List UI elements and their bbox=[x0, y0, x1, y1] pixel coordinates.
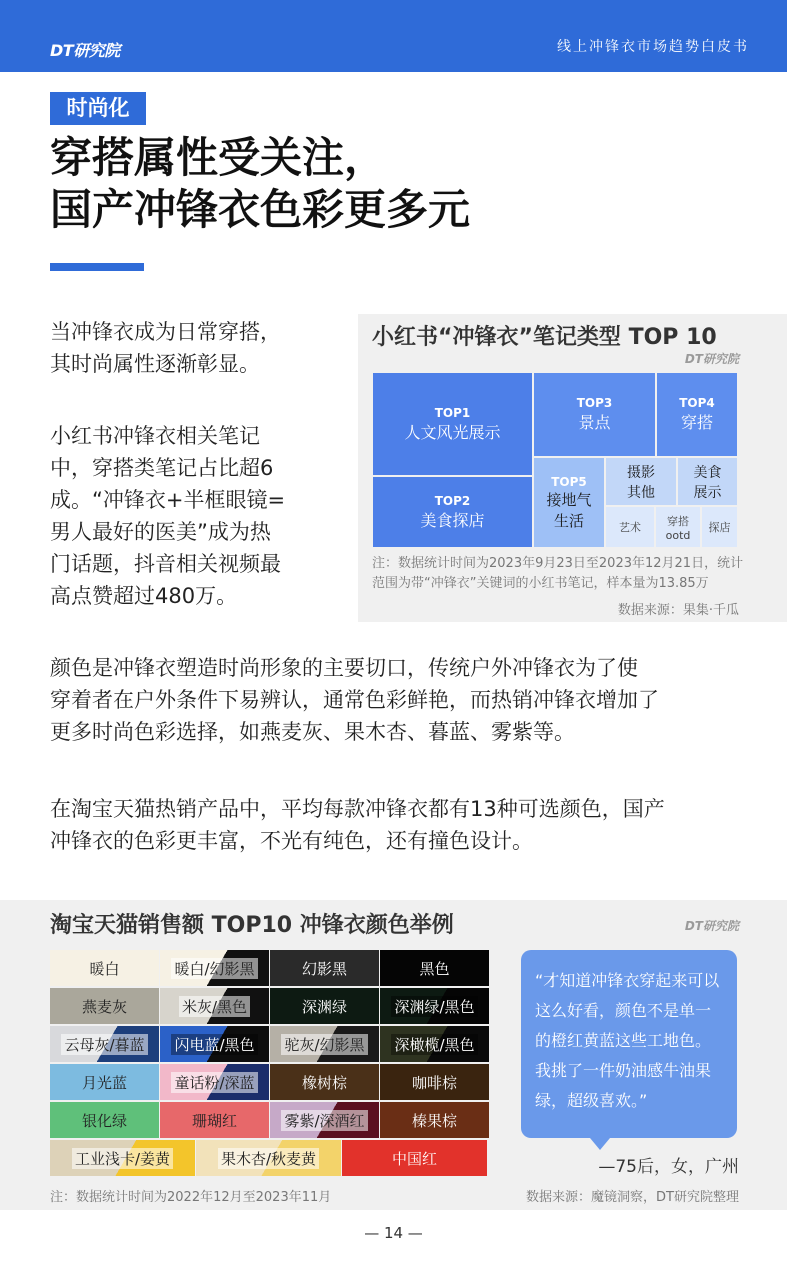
color-swatch bbox=[160, 1102, 269, 1138]
color-source: 数据来源：魔镜洞察，DT研究院整理 bbox=[526, 1190, 739, 1205]
cell-name: 美食 bbox=[693, 464, 722, 481]
color-swatch-table bbox=[50, 950, 490, 1177]
color-swatch bbox=[270, 988, 379, 1024]
color-swatch-label: 深渊绿/黑色 bbox=[391, 996, 477, 1017]
color-swatch-label: 雾紫/深酒红 bbox=[281, 1110, 367, 1131]
paragraph-line: 门话题，抖音相关视频最 bbox=[50, 552, 281, 576]
paragraph-line: 更多时尚色彩选择，如燕麦灰、果木杏、暮蓝、雾紫等。 bbox=[50, 720, 575, 744]
paragraph-2 bbox=[50, 420, 350, 612]
color-swatch-label: 黑色 bbox=[419, 959, 450, 978]
color-swatch bbox=[50, 1064, 159, 1100]
color-swatch-row bbox=[50, 950, 490, 986]
color-swatch bbox=[270, 950, 379, 986]
cell-name: 人文风光展示 bbox=[404, 422, 501, 442]
paragraph-line: 男人最好的医美”成为热 bbox=[50, 520, 271, 544]
title-line-1: 穿搭属性受关注， bbox=[50, 133, 387, 182]
treemap-note bbox=[372, 554, 782, 594]
page-title bbox=[50, 132, 470, 236]
color-swatch-label: 榛果棕 bbox=[411, 1111, 457, 1130]
document-title: 线上冲锋衣市场趋势白皮书 bbox=[557, 39, 749, 55]
color-swatch bbox=[380, 1102, 489, 1138]
treemap-cell-9 bbox=[655, 506, 701, 548]
section-tag: 时尚化 bbox=[50, 92, 146, 125]
quote-attribution: —75后，女，广州 bbox=[598, 1157, 739, 1177]
color-swatch-label: 云母灰/暮蓝 bbox=[61, 1034, 147, 1055]
treemap-cell-top3 bbox=[533, 372, 656, 457]
color-swatch bbox=[50, 1102, 159, 1138]
treemap-source: 数据来源：果集·千瓜 bbox=[617, 603, 739, 618]
color-swatch bbox=[160, 1064, 269, 1100]
color-swatch bbox=[160, 950, 269, 986]
color-swatch bbox=[380, 1064, 489, 1100]
color-swatch-label: 燕麦灰 bbox=[81, 997, 127, 1016]
cell-rank: TOP1 bbox=[434, 405, 471, 420]
paragraph-line: 冲锋衣的色彩更丰富，不光有纯色，还有撞色设计。 bbox=[50, 829, 533, 853]
color-swatch-row bbox=[50, 1102, 490, 1138]
quote-bubble: “才知道冲锋衣穿起来可以这么好看，颜色不是单一的橙红黄蓝这些工地色。我挑了一件奶油感牛油果绿，超级喜欢。” bbox=[521, 950, 737, 1138]
color-swatch-label: 深橄榄/黑色 bbox=[391, 1034, 477, 1055]
quote-bubble-tail bbox=[590, 1138, 610, 1150]
color-swatch bbox=[380, 950, 489, 986]
cell-name: 景点 bbox=[578, 413, 611, 432]
paragraph-line: 当冲锋衣成为日常穿搭， bbox=[50, 320, 281, 344]
paragraph-line: 成。“冲锋衣+半框眼镜= bbox=[50, 488, 286, 512]
cell-rank: TOP5 bbox=[551, 474, 587, 489]
color-swatch-label: 米灰/黑色 bbox=[179, 996, 250, 1017]
color-swatch bbox=[160, 988, 269, 1024]
color-swatch-label: 闪电蓝/黑色 bbox=[171, 1034, 257, 1055]
treemap-cell-8 bbox=[605, 506, 655, 548]
color-section-title: 淘宝天猫销售额 TOP10 冲锋衣颜色举例 bbox=[50, 913, 454, 938]
color-swatch bbox=[50, 988, 159, 1024]
paragraph-line: 小红书冲锋衣相关笔记 bbox=[50, 424, 260, 448]
page-number: — 14 — bbox=[364, 1224, 423, 1242]
cell-name: ootd bbox=[665, 528, 691, 542]
color-swatch-label: 咖啡棕 bbox=[411, 1073, 457, 1092]
treemap-title: 小红书“冲锋衣”笔记类型 TOP 10 bbox=[372, 325, 717, 350]
color-swatch-label: 珊瑚红 bbox=[191, 1111, 237, 1130]
treemap-card bbox=[358, 314, 787, 622]
cell-name: 探店 bbox=[708, 521, 731, 534]
treemap-cell-10 bbox=[701, 506, 738, 548]
cell-name: 穿搭 bbox=[667, 514, 689, 528]
color-section-logo: DT研究院 bbox=[684, 919, 739, 933]
cell-name: 接地气 bbox=[546, 490, 592, 509]
paragraph-4 bbox=[50, 793, 750, 857]
color-swatch bbox=[270, 1026, 379, 1062]
treemap-cell-6 bbox=[605, 457, 677, 506]
brand-logo: DT研究院 bbox=[50, 41, 120, 60]
note-line: 范围为带“冲锋衣”关键词的小红书笔记，样本量为13.85万 bbox=[372, 576, 709, 591]
treemap-cell-top4 bbox=[656, 372, 738, 457]
color-swatch bbox=[342, 1140, 487, 1176]
color-swatch bbox=[270, 1064, 379, 1100]
color-swatch-row bbox=[50, 1140, 490, 1176]
color-swatch-label: 银化绿 bbox=[81, 1111, 127, 1130]
color-swatch-label: 童话粉/深蓝 bbox=[171, 1072, 257, 1093]
color-swatch-label: 暖白/幻影黑 bbox=[171, 958, 257, 979]
color-swatch bbox=[380, 988, 489, 1024]
color-swatch bbox=[50, 1026, 159, 1062]
header-bar bbox=[0, 0, 787, 72]
color-note: 注：数据统计时间为2022年12月至2023年11月 bbox=[50, 1190, 332, 1205]
cell-rank: TOP3 bbox=[576, 396, 613, 410]
treemap-cell-7 bbox=[677, 457, 738, 506]
paragraph-1 bbox=[50, 316, 350, 380]
cell-name: 美食探店 bbox=[420, 510, 485, 530]
paragraph-3 bbox=[50, 652, 750, 748]
cell-name: 穿搭 bbox=[680, 413, 713, 432]
cell-name: 艺术 bbox=[619, 521, 641, 534]
cell-name: 生活 bbox=[553, 511, 584, 530]
color-swatch-label: 果木杏/秋麦黄 bbox=[218, 1148, 319, 1169]
color-swatch-label: 深渊绿 bbox=[301, 997, 347, 1016]
treemap-cell-top1 bbox=[372, 372, 533, 476]
color-swatch-label: 橡树棕 bbox=[301, 1073, 347, 1092]
cell-name: 展示 bbox=[693, 484, 722, 501]
treemap-logo: DT研究院 bbox=[684, 352, 739, 366]
treemap-cell-top2 bbox=[372, 476, 533, 548]
paragraph-line: 颜色是冲锋衣塑造时尚形象的主要切口，传统户外冲锋衣为了使 bbox=[50, 656, 638, 680]
color-swatch-label: 幻影黑 bbox=[301, 959, 347, 978]
title-line-2: 国产冲锋衣色彩更多元 bbox=[50, 185, 471, 234]
cell-rank: TOP2 bbox=[434, 493, 471, 508]
color-swatch-label: 暖白 bbox=[89, 959, 120, 978]
title-underline bbox=[50, 263, 144, 271]
color-swatch-label: 驼灰/幻影黑 bbox=[281, 1034, 367, 1055]
color-swatch bbox=[196, 1140, 341, 1176]
color-swatch-label: 月光蓝 bbox=[81, 1073, 127, 1092]
paragraph-line: 其时尚属性逐渐彰显。 bbox=[50, 352, 260, 376]
cell-rank: TOP4 bbox=[679, 396, 715, 410]
color-swatch bbox=[50, 1140, 195, 1176]
paragraph-line: 在淘宝天猫热销产品中，平均每款冲锋衣都有13种可选颜色，国产 bbox=[50, 797, 665, 821]
paragraph-line: 高点赞超过480万。 bbox=[50, 584, 238, 608]
paragraph-line: 中，穿搭类笔记占比超6 bbox=[50, 456, 274, 480]
color-swatch-row bbox=[50, 1026, 490, 1062]
note-line: 注：数据统计时间为2023年9月23日至2023年12月21日，统计 bbox=[372, 556, 744, 571]
color-swatch-row bbox=[50, 988, 490, 1024]
color-swatch bbox=[270, 1102, 379, 1138]
cell-name: 摄影 bbox=[627, 464, 655, 481]
color-swatch bbox=[380, 1026, 489, 1062]
paragraph-line: 穿着者在户外条件下易辨认，通常色彩鲜艳，而热销冲锋衣增加了 bbox=[50, 688, 659, 712]
color-swatch bbox=[160, 1026, 269, 1062]
color-swatch-label: 工业浅卡/姜黄 bbox=[72, 1148, 173, 1169]
color-swatch-label: 中国红 bbox=[391, 1149, 437, 1168]
color-swatch-row bbox=[50, 1064, 490, 1100]
cell-name: 其他 bbox=[627, 484, 655, 501]
treemap-cell-top5 bbox=[533, 457, 605, 548]
color-swatch bbox=[50, 950, 159, 986]
